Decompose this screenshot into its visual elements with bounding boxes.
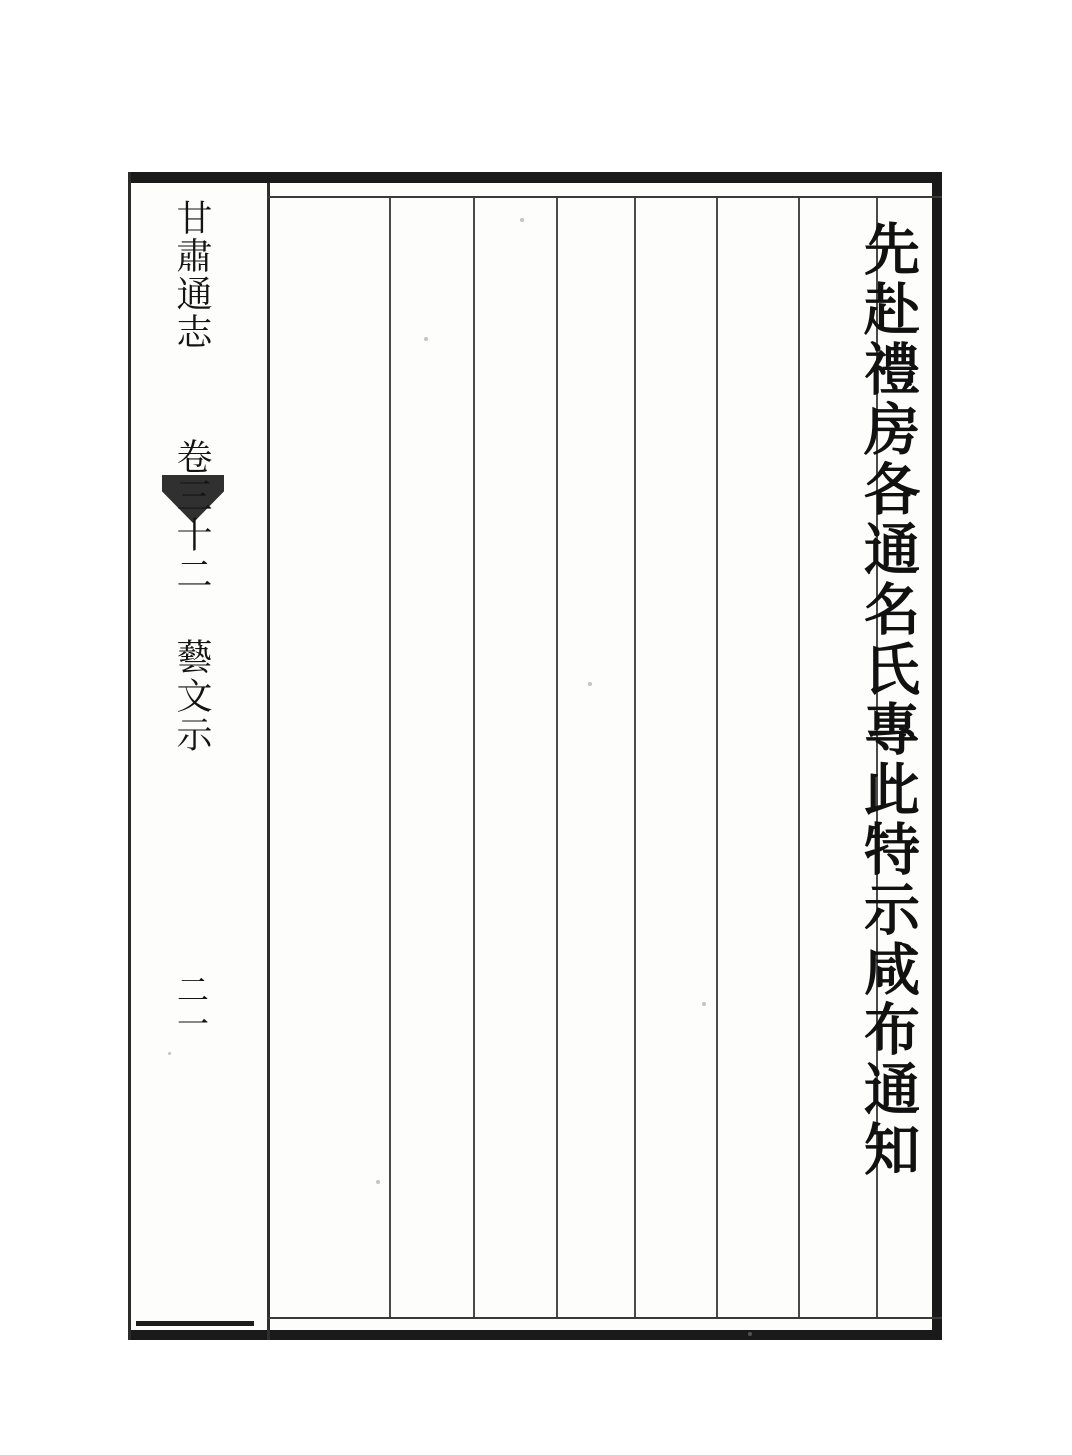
scan-speck xyxy=(520,218,524,222)
column-rule xyxy=(389,198,391,1317)
banxin-foot-rule xyxy=(136,1321,254,1326)
frame-top-rule xyxy=(128,172,942,183)
page-number-label: 二一 xyxy=(172,973,210,1041)
column-rule xyxy=(556,198,558,1317)
column-rule xyxy=(798,198,800,1317)
column-rule xyxy=(634,198,636,1317)
frame-inner-bottom-rule xyxy=(267,1317,942,1319)
column-rule xyxy=(716,198,718,1317)
frame-inner-vertical-rule xyxy=(267,183,270,1340)
frame-right-rule xyxy=(932,172,942,1340)
book-title-label: 甘肅通志 xyxy=(171,199,212,351)
scan-speck xyxy=(168,1052,171,1055)
frame-inner-top-rule xyxy=(267,196,942,198)
scan-speck xyxy=(702,1002,706,1006)
scan-speck xyxy=(748,1332,752,1336)
scan-speck xyxy=(424,337,428,341)
scan-speck xyxy=(376,1180,380,1184)
volume-section-label: 卷三十二 藝文示 xyxy=(171,438,212,755)
body-text-line: 先赴禮房各通名氏專此特示咸布通知 xyxy=(855,220,921,1180)
scan-speck xyxy=(588,682,592,686)
column-rule xyxy=(473,198,475,1317)
banxin-center-strip xyxy=(128,183,267,1340)
book-leaf xyxy=(128,172,942,1340)
